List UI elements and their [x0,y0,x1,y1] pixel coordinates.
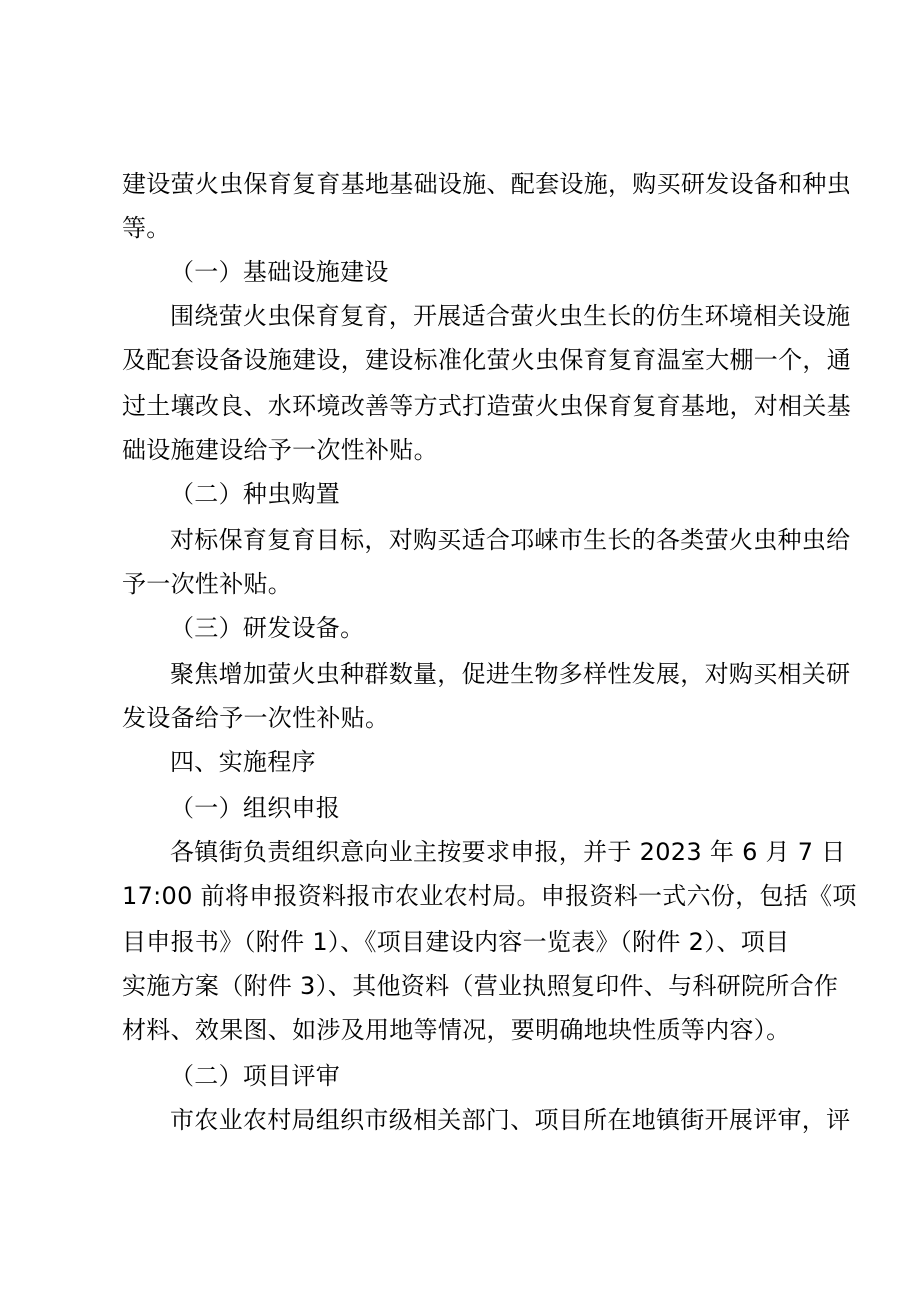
section-heading: （二）项目评审 [170,1062,341,1090]
body-text-line: 17:00 前将申报资料报市农业农村局。申报资料一式六份，包括《项 [122,882,857,910]
chapter-heading: 四、实施程序 [170,748,316,776]
body-text-line: 予一次性补贴。 [122,570,293,598]
body-text-line: 建设萤火虫保育复育基地基础设施、配套设施，购买研发设备和种虫 [122,170,851,198]
paragraph-first-line: 围绕萤火虫保育复育，开展适合萤火虫生长的仿生环境相关设施 [170,302,851,330]
body-text-line: 发设备给予一次性补贴。 [122,704,390,732]
paragraph-first-line: 对标保育复育目标，对购买适合邛崃市生长的各类萤火虫种虫给 [170,526,851,554]
body-text-line: 等。 [122,214,171,242]
body-text-line: 础设施建设给予一次性补贴。 [122,436,438,464]
body-text-line: 过土壤改良、水环境改善等方式打造萤火虫保育复育基地，对相关基 [122,392,851,420]
section-heading: （二）种虫购置 [170,480,341,508]
paragraph-first-line: 各镇街负责组织意向业主按要求申报，并于 2023 年 6 月 7 日 [170,838,846,866]
paragraph-first-line: 聚焦增加萤火虫种群数量，促进生物多样性发展，对购买相关研 [170,660,851,688]
section-heading: （三）研发设备。 [170,614,365,642]
section-heading: （一）基础设施建设 [170,258,389,286]
body-text-line: 目申报书》（附件 1）、《项目建设内容一览表》（附件 2）、项目 [122,928,790,956]
body-text-line: 材料、效果图、如涉及用地等情况，要明确地块性质等内容）。 [122,1016,791,1044]
paragraph-first-line: 市农业农村局组织市级相关部门、项目所在地镇街开展评审，评 [170,1106,851,1134]
body-text-line: 实施方案（附件 3）、其他资料（营业执照复印件、与科研院所合作 [122,972,839,1000]
body-text-line: 及配套设备设施建设，建设标准化萤火虫保育复育温室大棚一个，通 [122,346,851,374]
section-heading: （一）组织申报 [170,794,341,822]
